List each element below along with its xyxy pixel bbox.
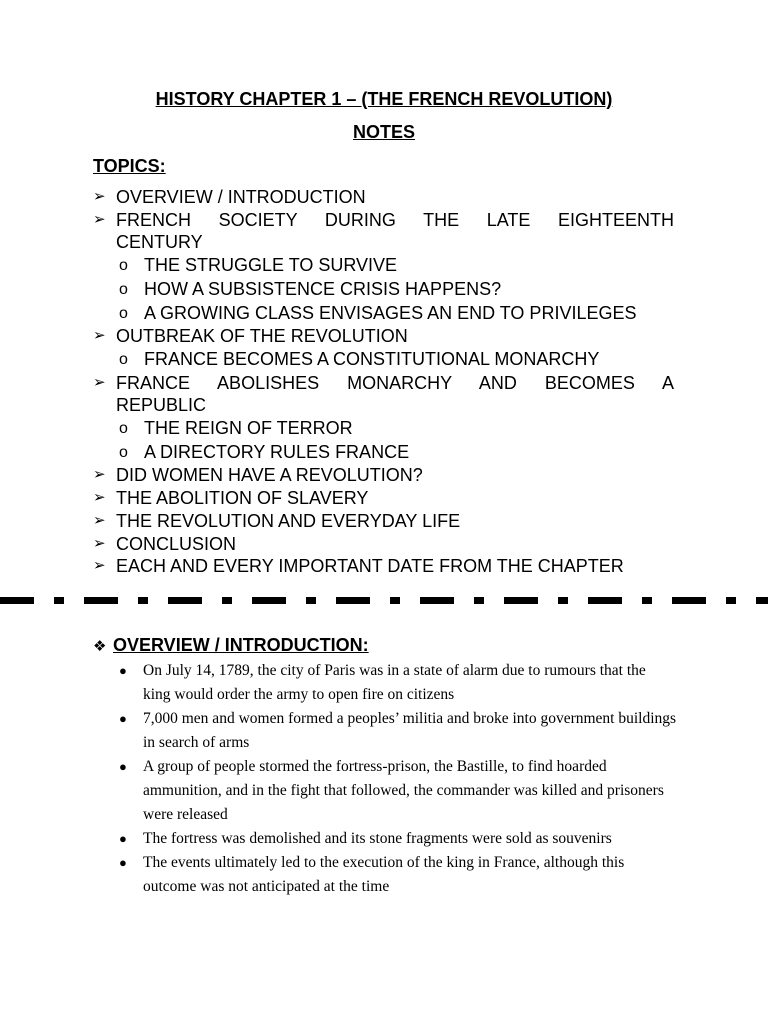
bullet-text: On July 14, 1789, the city of Paris was in a state of alarm due to rumours that the king would order the army to open fire on citizens bbox=[143, 662, 646, 703]
topic-item-label-continued: CENTURY bbox=[116, 232, 203, 253]
bullet-dot-icon: ● bbox=[119, 759, 127, 774]
subtopic-item bbox=[93, 254, 674, 278]
subtopic-item bbox=[93, 278, 674, 302]
topics-heading: TOPICS: bbox=[93, 156, 166, 176]
bullet-text: The events ultimately led to the execution of the king in France, although this outcome was not anticipated at the time bbox=[143, 854, 625, 895]
topic-item-label: OUTBREAK OF THE REVOLUTION bbox=[116, 326, 408, 347]
circle-bullet-icon: o bbox=[119, 304, 128, 322]
subtopic-item bbox=[93, 441, 674, 465]
topic-item-label: FRANCE ABOLISHES MONARCHY AND BECOMES A bbox=[116, 372, 674, 393]
arrow-bullet-icon: ➢ bbox=[93, 466, 106, 484]
subtopic-item-label: A DIRECTORY RULES FRANCE bbox=[144, 441, 410, 462]
topic-item-label: OVERVIEW / INTRODUCTION bbox=[116, 187, 366, 207]
topic-item bbox=[93, 186, 674, 209]
topic-item-label: DID WOMEN HAVE A REVOLUTION? bbox=[116, 465, 423, 486]
subtopic-item-label: THE STRUGGLE TO SURVIVE bbox=[144, 255, 398, 276]
subtopic-item-label: HOW A SUBSISTENCE CRISIS HAPPENS? bbox=[144, 278, 502, 299]
topic-item bbox=[93, 209, 674, 254]
subtopic-item bbox=[93, 417, 674, 441]
topic-item bbox=[93, 555, 674, 578]
bullet-dot-icon: ● bbox=[119, 711, 127, 726]
diamond-bullet-icon: ❖ bbox=[93, 638, 107, 655]
arrow-bullet-icon: ➢ bbox=[93, 557, 106, 575]
topic-item-label-continued: REPUBLIC bbox=[116, 395, 207, 416]
topics-list bbox=[93, 186, 674, 578]
bullet-dot-icon: ● bbox=[119, 855, 127, 870]
circle-bullet-icon: o bbox=[119, 443, 128, 461]
circle-bullet-icon: o bbox=[119, 420, 128, 438]
document-subtitle: NOTES bbox=[352, 122, 415, 142]
arrow-bullet-icon: ➢ bbox=[93, 210, 106, 228]
circle-bullet-icon: o bbox=[119, 257, 128, 275]
section-heading bbox=[93, 634, 369, 658]
overview-bullet-list bbox=[117, 659, 677, 899]
bullet-item bbox=[117, 755, 677, 827]
bullet-text: The fortress was demolished and its stone fragments were sold as souvenirs bbox=[143, 830, 612, 847]
arrow-bullet-icon: ➢ bbox=[93, 188, 106, 205]
bullet-dot-icon: ● bbox=[119, 831, 127, 846]
topic-item bbox=[93, 372, 674, 417]
topic-item bbox=[93, 487, 674, 510]
bullet-item bbox=[117, 851, 677, 899]
circle-bullet-icon: o bbox=[119, 350, 128, 368]
topic-item bbox=[93, 510, 674, 533]
bullet-text: 7,000 men and women formed a peoples’ militia and broke into government buildings in search of arms bbox=[143, 710, 677, 751]
subtopic-item bbox=[93, 348, 674, 372]
bullet-item bbox=[117, 827, 677, 851]
arrow-bullet-icon: ➢ bbox=[93, 373, 106, 391]
subtopic-item-label: A GROWING CLASS ENVISAGES AN END TO PRIVILEGES bbox=[144, 302, 637, 323]
subtopic-item-label: THE REIGN OF TERROR bbox=[144, 418, 353, 439]
subtopic-item-label: FRANCE BECOMES A CONSTITUTIONAL MONARCHY bbox=[144, 348, 600, 369]
arrow-bullet-icon: ➢ bbox=[93, 534, 106, 552]
arrow-bullet-icon: ➢ bbox=[93, 327, 106, 345]
topic-item bbox=[93, 533, 674, 556]
document-title: HISTORY CHAPTER 1 – (THE FRENCH REVOLUTION) bbox=[155, 89, 613, 109]
bullet-text: A group of people stormed the fortress-prison, the Bastille, to find hoarded ammunition, and in the fight that followed, the commander was killed and prisoners were released bbox=[143, 758, 664, 823]
topic-item-label: THE ABOLITION OF SLAVERY bbox=[116, 488, 369, 509]
arrow-bullet-icon: ➢ bbox=[93, 511, 106, 529]
bullet-dot-icon: ● bbox=[119, 663, 127, 678]
bullet-item bbox=[117, 659, 677, 707]
section-divider bbox=[0, 597, 768, 604]
topic-item-label: THE REVOLUTION AND EVERYDAY LIFE bbox=[116, 510, 461, 531]
bullet-item bbox=[117, 707, 677, 755]
circle-bullet-icon: o bbox=[119, 280, 128, 298]
subtopic-item bbox=[93, 302, 674, 326]
topic-item-label: CONCLUSION bbox=[116, 533, 237, 554]
topic-item-label: EACH AND EVERY IMPORTANT DATE FROM THE CHAPTER bbox=[116, 556, 624, 577]
topic-item-label: FRENCH SOCIETY DURING THE LATE EIGHTEENTH bbox=[116, 209, 674, 230]
arrow-bullet-icon: ➢ bbox=[93, 489, 106, 507]
section-heading-text: OVERVIEW / INTRODUCTION: bbox=[113, 635, 369, 655]
topic-item bbox=[93, 325, 674, 348]
topic-item bbox=[93, 464, 674, 487]
